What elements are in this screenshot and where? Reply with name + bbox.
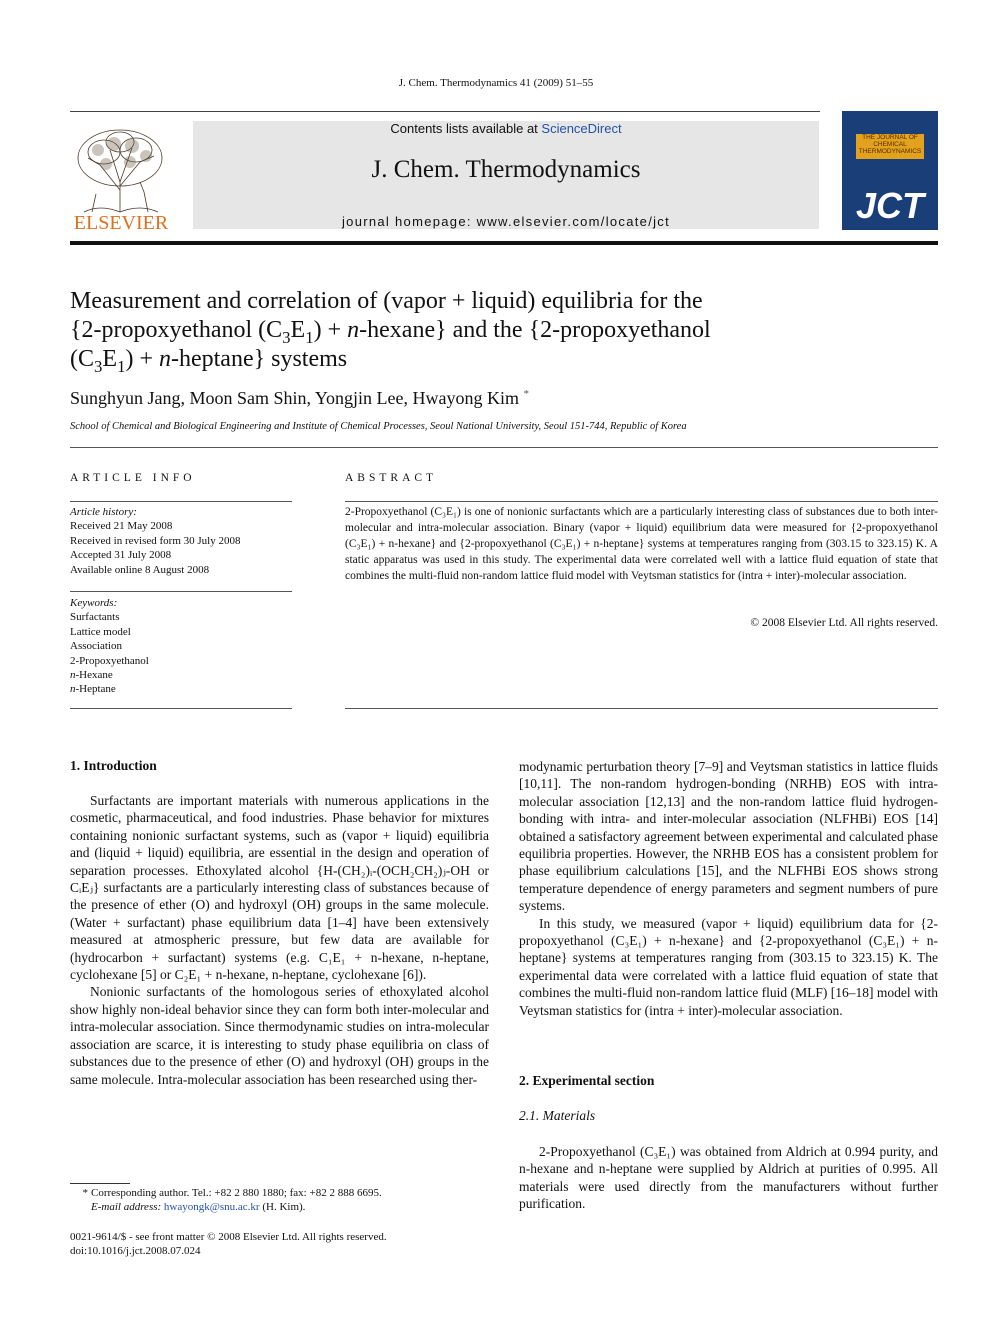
- title-line-2: {2-propoxyethanol $(C_3E_1)$ + n-hexane} and the {2-propoxyethanol: [70, 317, 711, 347]
- header-rule: [70, 111, 820, 112]
- affiliation: School of Chemical and Biological Engineering and Institute of Chemical Processes, Seoul National University, Seoul 151-744, Republic of Korea: [70, 421, 687, 432]
- abstract-rule: [345, 708, 938, 709]
- accepted-date: Accepted 31 July 2008: [70, 549, 172, 562]
- paragraph: Nonionic surfactants of the homologous series of ethoxylated alcohol show highly non-ideal behavior since they can form both inter-molecular and intra-molecular association. Since thermodynamic studies on intra-molecular association are scarce, it is interesting to study phase equilibria on class of substances due to the presence of ether (O) and hydroxyl (OH) groups in the same molecule. Intra-molecular association has been researched using ther-: [70, 984, 489, 1087]
- elsevier-wordmark: ELSEVIER: [73, 212, 169, 234]
- cover-logo: JCT: [855, 185, 924, 226]
- subsection-heading-materials: 2.1. Materials: [519, 1108, 596, 1123]
- abstract-text: 2-Propoxyethanol (C₃E₁) is one of nonionic surfactants which are a particularly interesting class of substances due to both inter-molecular and intra-molecular association. Binary (vapor + liquid) equilibrium data were measured for {2-propoxyethanol (C₃E₁) + n-hexane} and {2-propoxyethanol (C₃E₁) + n-heptane} systems at temperatures ranging from (303.15 to 323.15) K. A static apparatus was used in this study. The experimental data were correlated well with a lattice fluid equation of state that combines the multi-fluid non-random lattice fluid model with Veytsman statistics for (intra + inter)-molecular association.: [345, 506, 938, 582]
- article-info-heading: ARTICLE INFO: [70, 472, 196, 484]
- info-rule: [70, 591, 292, 592]
- contents-line: [193, 121, 819, 136]
- issn-doi: [70, 1230, 489, 1259]
- footnote-contact: * Corresponding author. Tel.: +82 2 880 1880; fax: +82 2 888 6695.: [82, 1187, 382, 1199]
- abstract-heading: ABSTRACT: [345, 472, 438, 484]
- abstract-rule: [345, 501, 938, 502]
- keywords-label: Keywords:: [70, 597, 118, 609]
- received-date: Received 21 May 2008: [70, 520, 173, 533]
- header-thick-rule: [70, 241, 938, 245]
- article-history: [70, 505, 292, 577]
- abstract-copyright: © 2008 Elsevier Ltd. All rights reserved.: [750, 617, 938, 629]
- title-line-1: Measurement and correlation of (vapor + liquid) equilibria for the: [70, 288, 703, 314]
- doi-line: doi:10.1016/j.jct.2008.07.024: [70, 1245, 201, 1258]
- paragraph: modynamic perturbation theory [7–9] and Veytsman statistics in lattice fluids [10,11]. The non-random hydrogen-bonding (NRHB) EOS with intra-molecular association [12,13] and the non-random lattice fluid hydrogen-bonding with intra- and inter-molecular association (NLFHBi) EOS [14] obtained a satisfactory agreement between experimental and calculated phase equilibria properties. However, the NRHB EOS has a consistent problem for phase equilibrium calculations [15], and the NLFHBi EOS shows strong temperature dependence of energy parameters and segment numbers of pure systems.: [519, 759, 938, 914]
- keyword: 2-Propoxyethanol: [70, 654, 149, 667]
- article-title: [70, 287, 790, 374]
- journal-homepage[interactable]: journal homepage: www.elsevier.com/locate/jct: [341, 214, 671, 229]
- revised-date: Received in revised form 30 July 2008: [70, 534, 241, 547]
- elsevier-logo: [70, 120, 172, 232]
- corresponding-author-mark[interactable]: *: [523, 388, 530, 400]
- footnote-rule: [70, 1183, 130, 1184]
- online-date: Available online 8 August 2008: [70, 563, 210, 576]
- journal-cover: [842, 111, 938, 230]
- contents-prefix: Contents lists available at: [390, 121, 542, 136]
- footnote: [70, 1186, 489, 1215]
- author-list: Sunghyun Jang, Moon Sam Shin, Yongjin Lee, Hwayong Kim *: [70, 388, 530, 408]
- footnote-email: E-mail address: hwayongk@snu.ac.kr (H. Kim).: [91, 1201, 306, 1214]
- sciencedirect-link[interactable]: ScienceDirect: [541, 121, 622, 136]
- email-link[interactable]: hwayongk@snu.ac.kr: [163, 1201, 260, 1214]
- keyword: Association: [70, 640, 122, 653]
- info-rule: [70, 501, 292, 502]
- journal-name: J. Chem. Thermodynamics: [371, 156, 641, 183]
- section-heading-introduction: 1. Introduction: [70, 758, 157, 773]
- cover-title: THE JOURNAL OF CHEMICAL THERMODYNAMICS: [856, 134, 924, 159]
- affiliation-rule: [70, 447, 938, 448]
- paragraph: 2-Propoxyethanol (C₃E₁) was obtained from Aldrich at 0.994 purity, and n-hexane and n-heptane were supplied by Aldrich at purities of 0.995. All materials were used directly from the manufacturers without further purification.: [519, 1144, 938, 1212]
- title-line-3: $(C_3E_1) + n-heptane$} systems: [70, 346, 348, 376]
- introduction-continued: [519, 758, 938, 1019]
- journal-citation: J. Chem. Thermodynamics 41 (2009) 51–55: [398, 77, 594, 89]
- paragraph: Surfactants are important materials with numerous applications in the cosmetic, pharmaceutical, and food industries. Phase behavior for mixtures containing nonionic surfactant systems, such as (vapor + liquid) equilibria and (liquid + liquid) equilibria, are essential in the design and operation of separation processes. Ethoxylated alcohol {H-(CH₂)ᵢ-(OCH₂CH₂)ⱼ-OH or CᵢEⱼ} surfactants are a particularly interesting class of substances because of the presence of ether (O) and hydroxyl (OH) groups in the same molecule. (Water + surfactant) phase equilibrium data [1–4] have been extensively measured at atmospheric pressure, but few data are available for (hydrocarbon + surfactant) systems (e.g. C₁E₁ + n-hexane, n-heptane, cyclohexane [5] or C₂E₁ + n-hexane, n-heptane, cyclohexane [6]).: [70, 793, 489, 983]
- history-label: Article history:: [70, 506, 137, 518]
- paragraph: In this study, we measured (vapor + liquid) equilibrium data for {2-propoxyethanol (C₃E₁) + n-hexane} and {2-propoxyethanol (C₃E₁) + n-heptane} systems at temperatures ranging from (303.15 to 323.15) K. The experimental data were correlated with a lattice fluid equation of state that combines the multi-fluid non-random lattice fluid (MLF) [16–18] model with Veytsman statistics for (intra + inter)-molecular association.: [519, 915, 938, 1018]
- keyword: n-Hexane: [70, 669, 113, 682]
- section-heading-experimental: 2. Experimental section: [519, 1073, 655, 1088]
- keyword: Surfactants: [70, 611, 120, 624]
- issn-line: 0021-9614/$ - see front matter © 2008 Elsevier Ltd. All rights reserved.: [70, 1231, 387, 1243]
- introduction-text: [70, 792, 489, 1088]
- materials-text: [519, 1143, 938, 1213]
- keyword: Lattice model: [70, 625, 131, 638]
- info-rule: [70, 708, 292, 709]
- keyword: n-Heptane: [70, 683, 116, 696]
- keywords: [70, 596, 292, 697]
